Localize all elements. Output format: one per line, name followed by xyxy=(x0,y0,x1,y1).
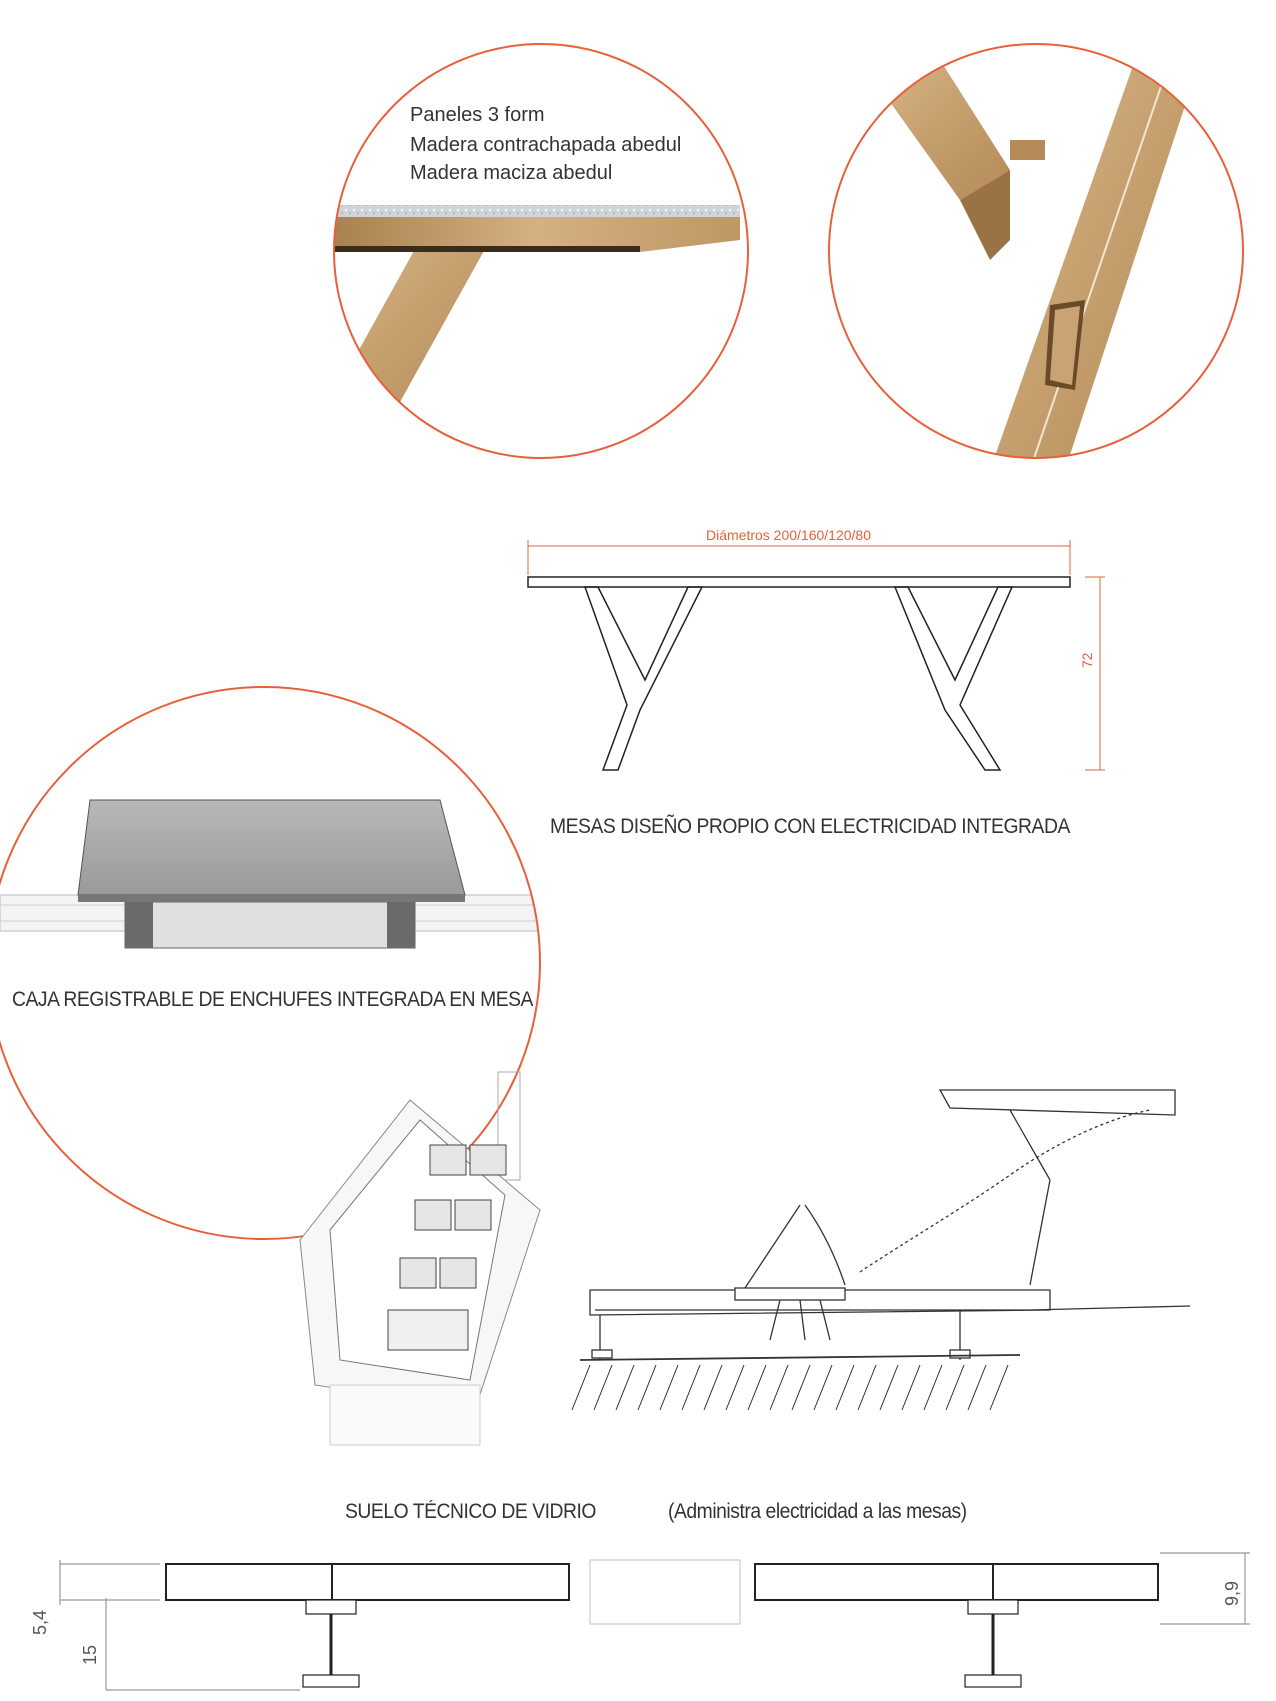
material-label-2: Madera contrachapada abedul xyxy=(410,134,682,156)
floor-sketch xyxy=(572,1090,1190,1410)
glass-lid xyxy=(78,800,465,895)
coiled-cable xyxy=(860,1110,1150,1272)
floor-panel-right xyxy=(755,1564,1158,1600)
right-leg-outline xyxy=(895,587,1012,770)
diameters-label: Diámetros 200/160/120/80 xyxy=(706,527,871,543)
ground-hatching xyxy=(572,1365,1008,1410)
material-label-3: Madera maciza abedul xyxy=(410,162,613,184)
dim-label-left-top: 5,4 xyxy=(30,1609,50,1635)
sketch-table-edge xyxy=(940,1090,1175,1115)
support-pedestal-left xyxy=(303,1675,359,1687)
height-label: 72 xyxy=(1079,652,1095,668)
left-leg-outline xyxy=(585,587,702,770)
table-caption: MESAS DISEÑO PROPIO CON ELECTRICIDAD INTEGRADA xyxy=(550,815,1070,838)
material-label-1: Paneles 3 form xyxy=(410,104,545,126)
socket-box-caption: CAJA REGISTRABLE DE ENCHUFES INTEGRADA EN MESA xyxy=(12,988,533,1011)
floor-caption-note: (Administra electricidad a las mesas) xyxy=(668,1500,967,1523)
tabletop-stone-layer xyxy=(330,205,740,217)
leg-joint-detail-circle xyxy=(829,44,1243,470)
dim-label-right: 9,9 xyxy=(1222,1580,1242,1606)
socket-box-body xyxy=(125,902,415,948)
leg-arm-wood xyxy=(860,60,1010,200)
support-pedestal-right xyxy=(965,1675,1021,1687)
table-elevation-drawing xyxy=(528,540,1105,770)
tabletop-outline xyxy=(528,577,1070,587)
socket-box-section xyxy=(590,1560,740,1624)
table-leg-wood xyxy=(320,240,490,420)
dim-label-left-bottom: 15 xyxy=(80,1644,100,1665)
floor-caption-main: SUELO TÉCNICO DE VIDRIO xyxy=(345,1500,597,1523)
floor-panel-left xyxy=(166,1564,569,1600)
leg-main-wood xyxy=(990,60,1200,470)
floor-section-drawing xyxy=(60,1553,1250,1690)
socket-box-isometric xyxy=(300,1072,540,1445)
